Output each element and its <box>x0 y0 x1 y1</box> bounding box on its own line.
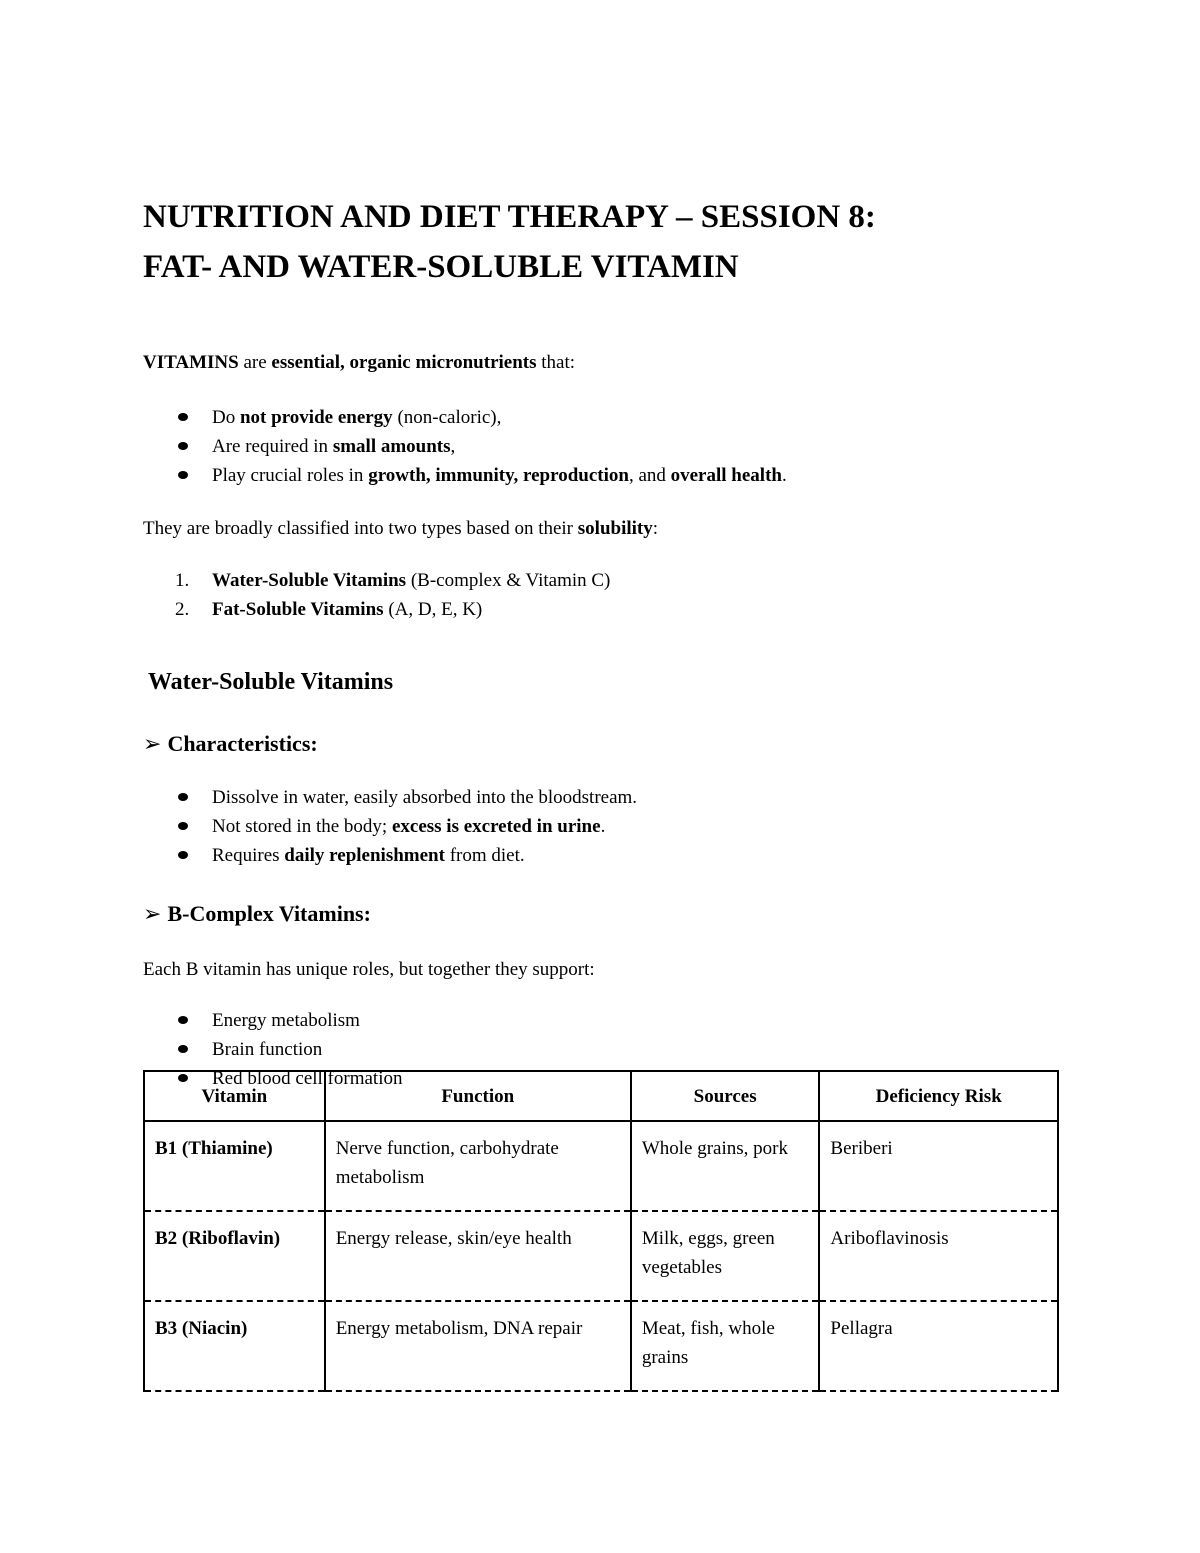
arrow-icon: ➢ <box>143 732 162 757</box>
cell-function: Energy metabolism, DNA repair <box>325 1301 631 1391</box>
characteristics-list <box>143 783 1059 870</box>
document-title <box>143 192 1059 292</box>
b-complex-heading: ➢ B-Complex Vitamins: <box>143 898 1059 931</box>
list-item: Do not provide energy (non-caloric), <box>143 403 1059 432</box>
list-number: 2. <box>175 599 190 620</box>
list-item: Not stored in the body; excess is excreted in urine. <box>143 812 1059 841</box>
b-complex-intro: Each B vitamin has unique roles, but together they support: <box>143 959 595 980</box>
cell-function: Nerve function, carbohydrate metabolism <box>325 1121 631 1211</box>
header-sources: Sources <box>631 1071 820 1121</box>
intro-desc: essential, organic micronutrients <box>271 352 537 373</box>
cell-vitamin: B3 (Niacin) <box>144 1301 325 1391</box>
cell-function: Energy release, skin/eye health <box>325 1211 631 1301</box>
list-item: Are required in small amounts, <box>143 432 1059 461</box>
table-row <box>144 1211 1058 1301</box>
header-vitamin: Vitamin <box>144 1071 325 1121</box>
list-item: Play crucial roles in growth, immunity, reproduction, and overall health. <box>143 461 1059 490</box>
list-item: 2. Fat-Soluble Vitamins (A, D, E, K) <box>143 595 1059 624</box>
bullet-icon <box>178 442 188 450</box>
list-item: Requires daily replenishment from diet. <box>143 841 1059 870</box>
bullet-icon <box>178 1016 188 1024</box>
table-row <box>144 1121 1058 1211</box>
list-item: Red blood cell formation <box>143 1064 1059 1093</box>
bullet-icon <box>178 1045 188 1053</box>
types-list <box>143 566 1059 624</box>
header-function: Function <box>325 1071 631 1121</box>
characteristics-heading: ➢ Characteristics: <box>143 728 1059 761</box>
b-vitamins-table <box>143 1070 1059 1392</box>
cell-risk: Beriberi <box>819 1121 1058 1211</box>
intro-that: that: <box>536 352 576 373</box>
cell-risk: Pellagra <box>819 1301 1058 1391</box>
bullet-icon <box>178 822 188 830</box>
water-soluble-heading: Water-Soluble Vitamins <box>148 669 394 695</box>
list-item: 1. Water-Soluble Vitamins (B-complex & Vitamin C) <box>143 566 1059 595</box>
bullet-icon <box>178 851 188 859</box>
cell-risk: Ariboflavinosis <box>819 1211 1058 1301</box>
list-number: 1. <box>175 570 190 591</box>
list-item: Dissolve in water, easily absorbed into the bloodstream. <box>143 783 1059 812</box>
cell-sources: Meat, fish, whole grains <box>631 1301 820 1391</box>
document-page <box>143 192 1059 1368</box>
bullet-icon <box>178 413 188 421</box>
bullet-icon <box>178 471 188 479</box>
table-header-row <box>144 1071 1058 1121</box>
list-item: Brain function <box>143 1035 1059 1064</box>
cell-vitamin: B1 (Thiamine) <box>144 1121 325 1211</box>
title-line-2: FAT- AND WATER-SOLUBLE VITAMIN <box>143 249 739 285</box>
header-deficiency-risk: Deficiency Risk <box>819 1071 1058 1121</box>
classification-paragraph: They are broadly classified into two types based on their solubility: <box>143 518 659 539</box>
title-line-1: NUTRITION AND DIET THERAPY – SESSION 8: <box>143 199 876 235</box>
arrow-icon: ➢ <box>143 902 162 927</box>
cell-vitamin: B2 (Riboflavin) <box>144 1211 325 1301</box>
intro-are: are <box>238 352 272 373</box>
table-row <box>144 1301 1058 1391</box>
intro-term: VITAMINS <box>143 352 239 373</box>
properties-list <box>143 403 1059 490</box>
list-item: Energy metabolism <box>143 1006 1059 1035</box>
bullet-icon <box>178 793 188 801</box>
cell-sources: Milk, eggs, green vegetables <box>631 1211 820 1301</box>
intro-paragraph <box>143 348 1059 377</box>
cell-sources: Whole grains, pork <box>631 1121 820 1211</box>
